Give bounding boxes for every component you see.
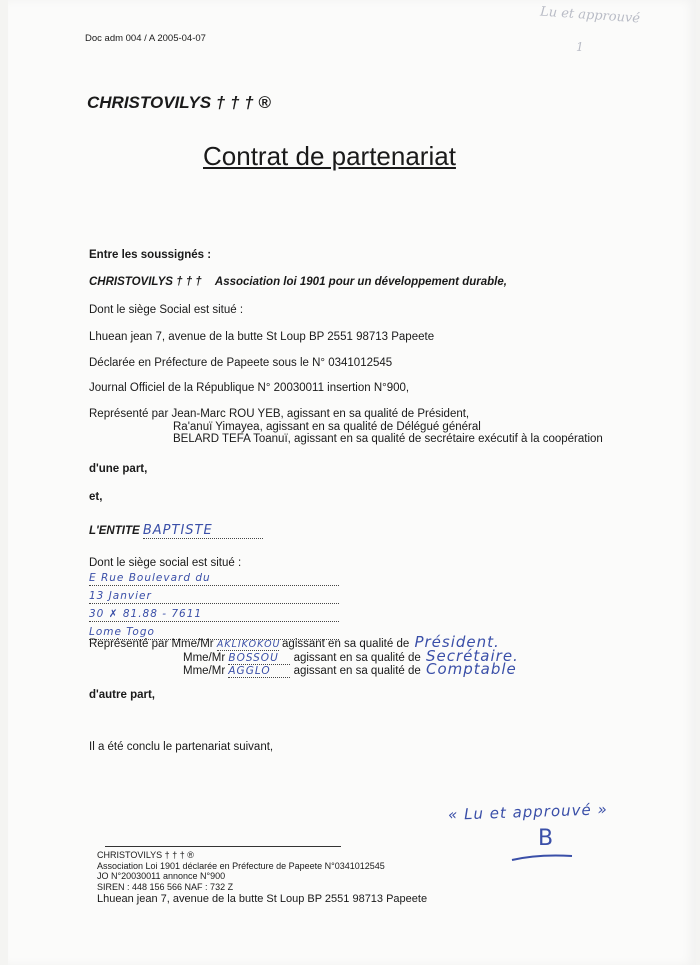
rep-role: Secrétaire. [426, 647, 519, 665]
prefecture-line: Déclarée en Préfecture de Papeete sous le N° 0341012545 [89, 357, 393, 369]
org-description: Association loi 1901 pour un développement durable, [214, 276, 507, 288]
document-page [8, 0, 696, 965]
brand-heading: CHRISTOVILYS † † † ® [87, 93, 271, 112]
entite-value: BAPTISTE [143, 523, 263, 539]
org-address: Lhuean jean 7, avenue de la butte St Loup BP 2551 98713 Papeete [89, 331, 435, 343]
et-label: et, [89, 491, 103, 503]
rep-prefix: Représenté par Mme/Mr [89, 638, 214, 650]
partner-address-block [89, 568, 339, 640]
entite-line [89, 523, 263, 539]
partner-address-line: 13 Janvier [89, 590, 339, 604]
rep-name: BOSSOU [228, 652, 290, 665]
siege-label: Dont le siège Social est situé : [89, 304, 244, 316]
org-line [89, 276, 507, 288]
footer-line: Association Loi 1901 déclarée en Préfecture de Papeete N°0341012545 [97, 860, 385, 871]
handwritten-approval: « Lu et approuvé » [447, 800, 609, 824]
rep-qualite: agissant en sa qualité de [293, 652, 421, 664]
footer-brand: CHRISTOVILYS † † † ® [97, 850, 194, 860]
une-part: d'une part, [89, 463, 148, 475]
intro-heading: Entre les soussignés : [89, 249, 212, 261]
rep-role: Comptable [426, 660, 517, 678]
conclusion-line: Il a été conclu le partenariat suivant, [89, 741, 274, 753]
footer-divider [105, 846, 341, 847]
siege2-label: Dont le siège social est situé : [89, 557, 242, 569]
footer-line: SIREN : 448 156 566 NAF : 732 Z [97, 881, 234, 892]
rep-name: AKLIKOKOU [216, 639, 281, 650]
partner-address-line: 30 ✗ 81.88 - 7611 [89, 608, 339, 622]
signature-stroke-icon [508, 846, 578, 866]
rep-qualite: agissant en sa qualité de [282, 638, 410, 650]
doc-reference: Doc adm 004 / A 2005-04-07 [85, 33, 206, 44]
partner-address-line: E Rue Boulevard du [89, 572, 339, 586]
footer-block [97, 850, 427, 905]
rep-role: Président. [414, 633, 500, 651]
representative-3: BELARD TEFA Toanuï, agissant en sa qualité de secrétaire exécutif à la coopération [173, 433, 603, 445]
representative-2: Ra'anuï Yimayea, agissant en sa qualité de Délégué général [173, 421, 481, 433]
representative-1: Représenté par Jean-Marc ROU YEB, agissant en sa qualité de Président, [89, 408, 470, 420]
partner-rep-row-3 [183, 660, 517, 678]
rep-qualite: agissant en sa qualité de [293, 665, 421, 677]
rep-name: AGGLO [228, 665, 290, 678]
entite-label: L'ENTITE [89, 525, 140, 537]
autre-part: d'autre part, [89, 689, 155, 701]
journal-line: Journal Officiel de la République N° 20030011 insertion N°900, [89, 382, 410, 394]
rep-prefix: Mme/Mr [183, 652, 226, 664]
corner-note-mark: 1 [576, 40, 584, 54]
partner-address-line: Lome Togo [89, 626, 339, 640]
footer-line: JO N°20030011 annonce N°900 [97, 871, 226, 881]
rep-prefix: Mme/Mr [183, 665, 226, 677]
page-title: Contrat de partenariat [203, 141, 456, 171]
footer-address: Lhuean jean 7, avenue de la butte St Loup BP 2551 98713 Papeete [97, 893, 428, 905]
org-name: CHRISTOVILYS † † † [89, 276, 202, 288]
corner-note: Lu et approuvé [539, 4, 641, 27]
signature-initial: B [538, 826, 555, 851]
